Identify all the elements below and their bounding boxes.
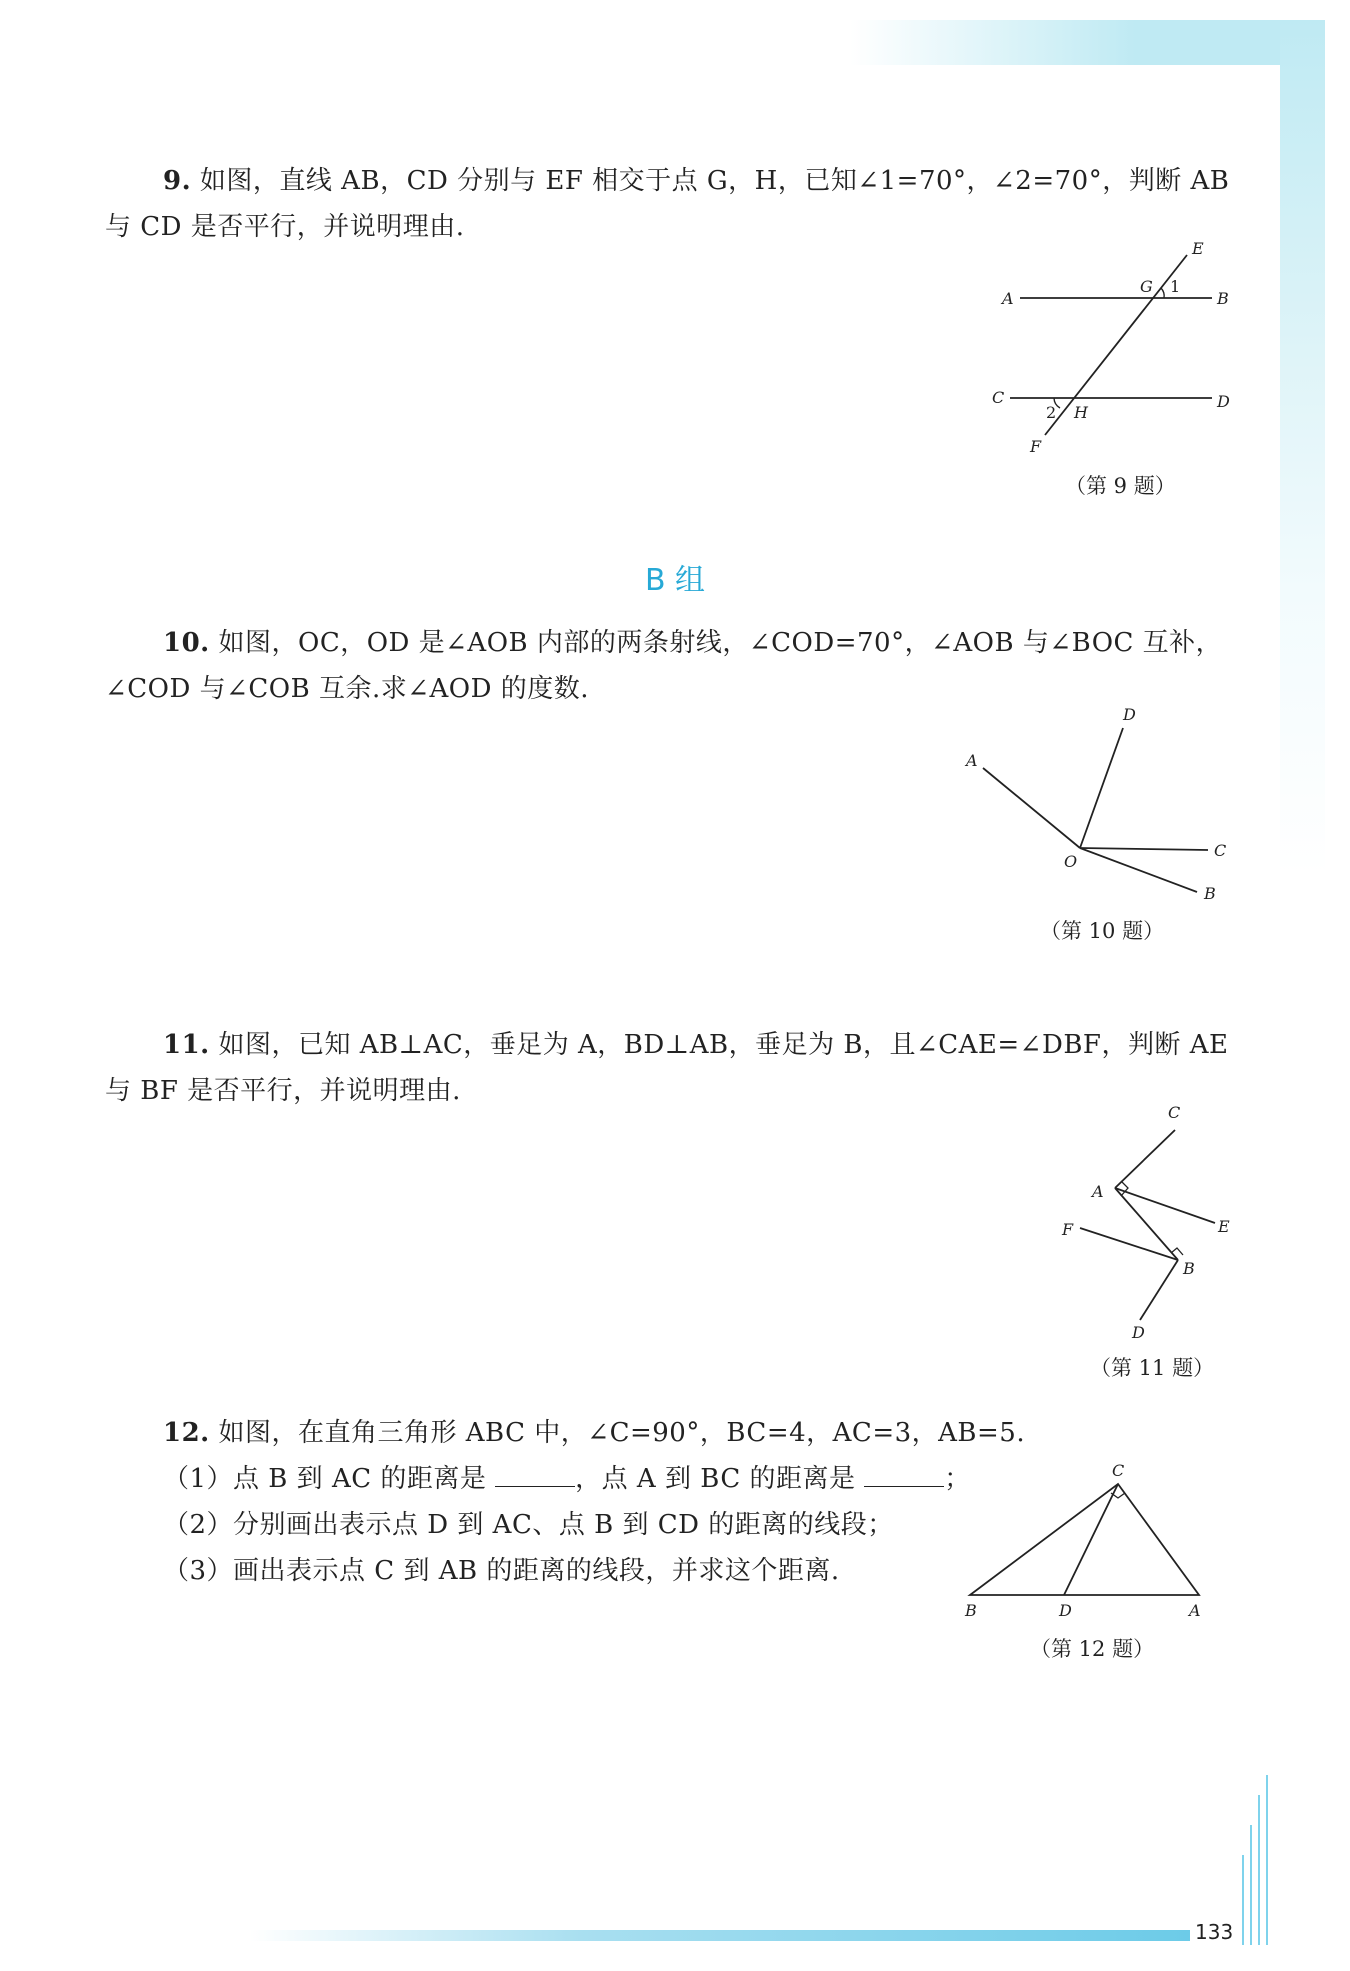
fig9-label-F: F	[1030, 437, 1042, 456]
fig12-label-B: B	[965, 1601, 977, 1620]
fig9-label-D: D	[1217, 392, 1230, 411]
problem-number: 11.	[163, 1030, 210, 1060]
problem-text: 如图，直线 AB，CD 分别与 EF 相交于点 G，H，已知∠1=70°，∠2=70°，判断 AB 与 CD 是否平行，并说明理由.	[105, 166, 1230, 242]
problem-text: 如图，已知 AB⊥AC，垂足为 A，BD⊥AB，垂足为 B，且∠CAE=∠DBF，判断 AE 与 BF 是否平行，并说明理由.	[105, 1030, 1229, 1106]
answer-blank-1[interactable]	[495, 1460, 575, 1487]
fig10-label-B: B	[1204, 884, 1216, 903]
fig9-label-B: B	[1217, 289, 1229, 308]
footer-bar	[250, 1930, 1190, 1941]
fig10-label-O: O	[1064, 852, 1078, 871]
sub-question-2: （2）分别画出表示点 D 到 AC、点 B 到 CD 的距离的线段；	[163, 1510, 894, 1540]
problem-number: 12.	[163, 1418, 210, 1448]
fig9-label-1: 1	[1170, 277, 1181, 296]
fig12-label-D: D	[1059, 1601, 1072, 1620]
problem-text: 如图，在直角三角形 ABC 中，∠C=90°，BC=4，AC=3，AB=5.	[209, 1418, 1026, 1448]
section-title: B 组	[644, 563, 706, 598]
figure-10-caption: （第 10 题）	[1040, 919, 1165, 943]
figure-12-caption: （第 12 题）	[1030, 1637, 1155, 1661]
problem-9	[105, 158, 1235, 250]
fig11-label-A: A	[1092, 1182, 1104, 1201]
fig10-label-A: A	[966, 751, 978, 770]
fig9-label-G: G	[1140, 277, 1153, 296]
fig10-label-C: C	[1214, 841, 1227, 860]
sub1-text-b: ，点 A 到 BC 的距离是	[575, 1464, 865, 1494]
problem-number: 9.	[163, 166, 192, 196]
fig9-label-A: A	[1002, 289, 1014, 308]
problem-10	[105, 620, 1235, 712]
fig11-label-B: B	[1183, 1259, 1195, 1278]
fig10-label-D: D	[1123, 705, 1136, 724]
figure-11-caption: （第 11 题）	[1090, 1356, 1215, 1380]
figure-9	[990, 240, 1250, 465]
problem-text: 如图，OC，OD 是∠AOB 内部的两条射线，∠COD=70°，∠AOB 与∠BOC 互补，∠COD 与∠COB 互余.求∠AOD 的度数.	[105, 628, 1223, 704]
page-number: 133	[1195, 1920, 1234, 1944]
sub1-text-a: （1）点 B 到 AC 的距离是	[163, 1464, 496, 1494]
fig11-label-C: C	[1168, 1103, 1181, 1122]
figure-9-caption: （第 9 题）	[1065, 474, 1176, 498]
answer-blank-2[interactable]	[864, 1460, 944, 1487]
fig11-label-E: E	[1218, 1217, 1230, 1236]
figure-12	[955, 1460, 1225, 1630]
figure-11	[1050, 1100, 1250, 1345]
fig12-label-A: A	[1189, 1601, 1201, 1620]
fig12-label-C: C	[1112, 1461, 1125, 1480]
fig9-label-C: C	[992, 388, 1005, 407]
problem-number: 10.	[163, 628, 210, 658]
fig11-label-D: D	[1132, 1323, 1145, 1342]
figure-10	[960, 700, 1240, 910]
fig9-label-E: E	[1192, 239, 1204, 258]
side-decoration	[1280, 20, 1325, 1920]
fig9-label-2: 2	[1046, 403, 1057, 422]
footer-edge-lines	[1240, 1775, 1280, 1945]
sub1-text-c: ；	[944, 1464, 971, 1494]
header-decoration	[850, 20, 1325, 65]
fig11-label-F: F	[1062, 1220, 1074, 1239]
sub-question-3: （3）画出表示点 C 到 AB 的距离的线段，并求这个距离.	[163, 1556, 840, 1586]
fig9-label-H: H	[1074, 403, 1088, 422]
